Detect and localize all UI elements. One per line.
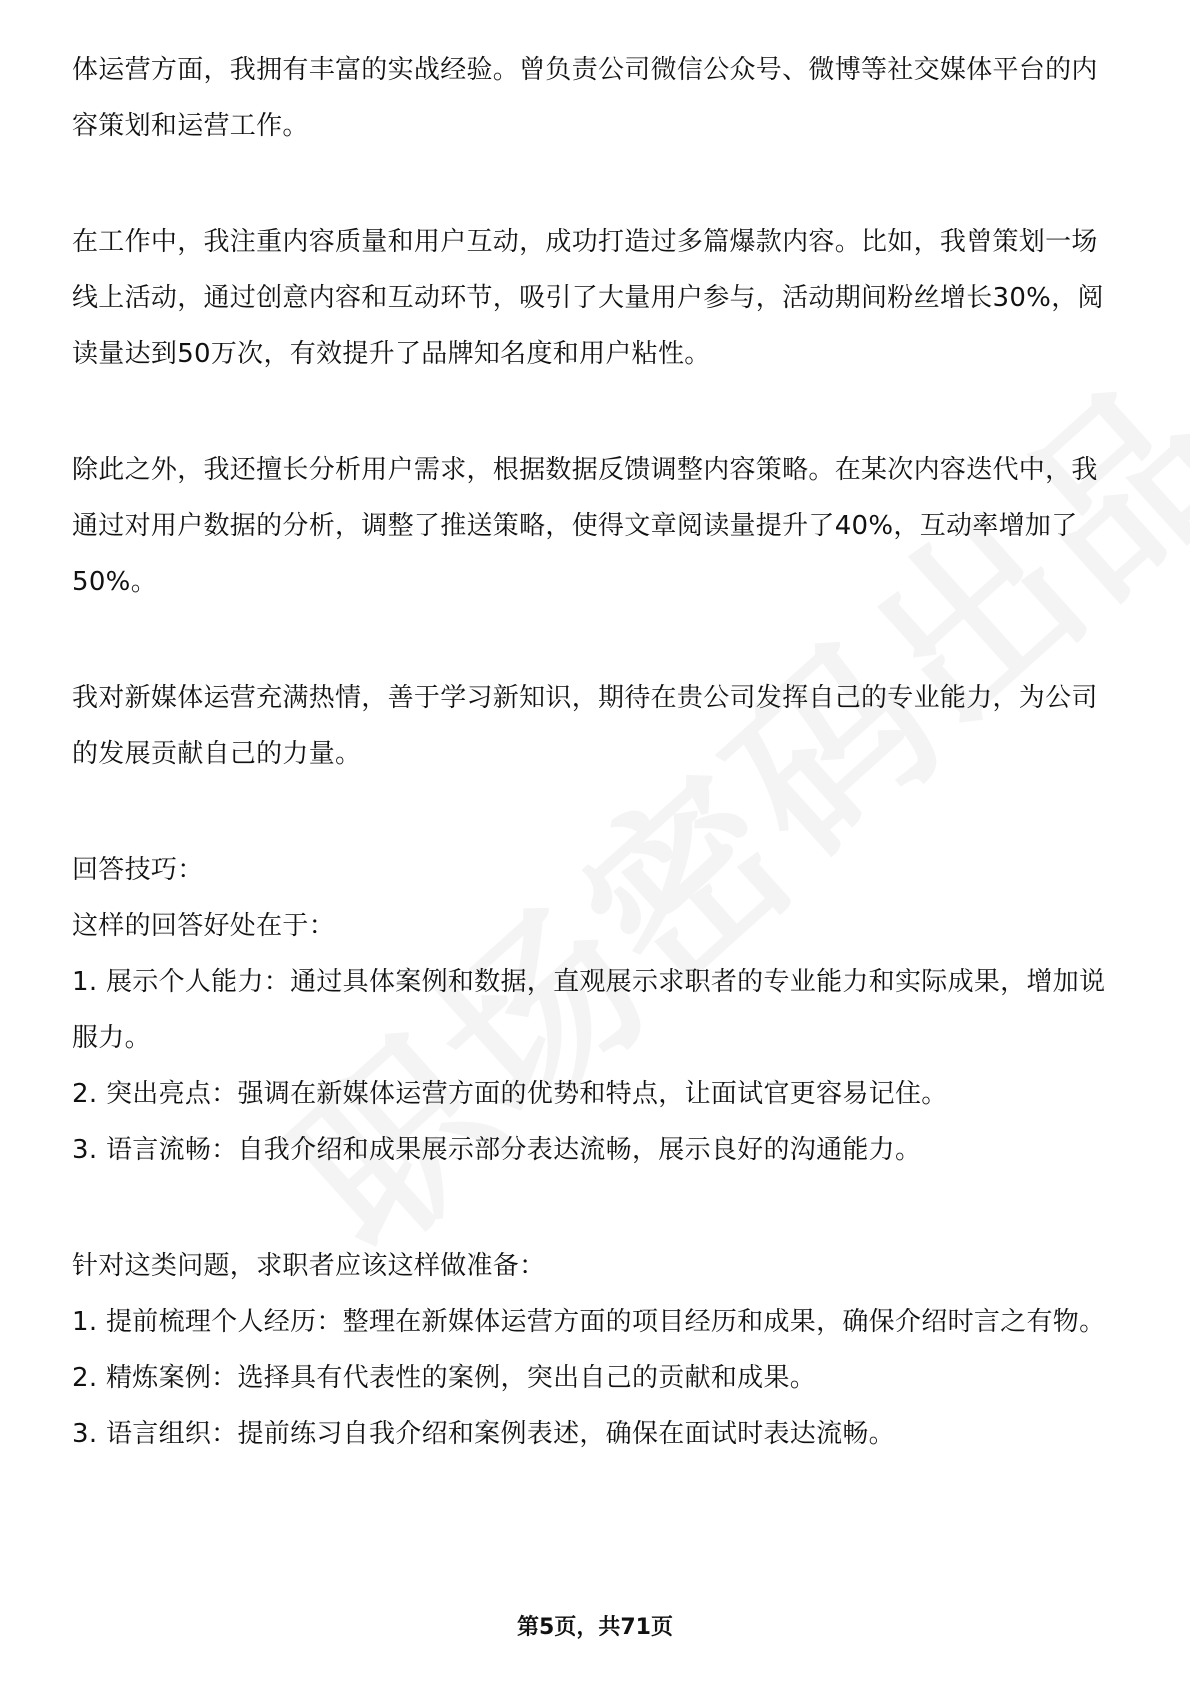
tips-item: 3. 语言流畅：自我介绍和成果展示部分表达流畅，展示良好的沟通能力。	[72, 1135, 922, 1165]
page-number: 第5页，共71页	[517, 1615, 673, 1640]
paragraph-passion: 我对新媒体运营充满热情，善于学习新知识，期待在贵公司发挥自己的专业能力，为公司的发展贡献自己的力量。	[72, 683, 1098, 769]
prep-item: 3. 语言组织：提前练习自我介绍和案例表述，确保在面试时表达流畅。	[72, 1419, 895, 1449]
paragraph-data-analysis: 除此之外，我还擅长分析用户需求，根据数据反馈调整内容策略。在某次内容迭代中，我通过对用户数据的分析，调整了推送策略，使得文章阅读量提升了40%，互动率增加了50%。	[72, 455, 1098, 597]
paragraph-experience: 体运营方面，我拥有丰富的实战经验。曾负责公司微信公众号、微博等社交媒体平台的内容策划和运营工作。	[72, 55, 1098, 141]
prep-item: 2. 精炼案例：选择具有代表性的案例，突出自己的贡献和成果。	[72, 1363, 817, 1393]
prep-intro: 针对这类问题，求职者应该这样做准备：	[72, 1251, 546, 1281]
tips-intro: 这样的回答好处在于：	[72, 911, 336, 941]
tips-item: 1. 展示个人能力：通过具体案例和数据，直观展示求职者的专业能力和实际成果，增加说服力。	[72, 967, 1106, 1053]
document-body	[72, 42, 1122, 1462]
tips-heading: 回答技巧：	[72, 855, 204, 885]
prep-item: 1. 提前梳理个人经历：整理在新媒体运营方面的项目经历和成果，确保介绍时言之有物。	[72, 1307, 1106, 1337]
tips-item: 2. 突出亮点：强调在新媒体运营方面的优势和特点，让面试官更容易记住。	[72, 1079, 948, 1109]
paragraph-content-quality: 在工作中，我注重内容质量和用户互动，成功打造过多篇爆款内容。比如，我曾策划一场线上活动，通过创意内容和互动环节，吸引了大量用户参与，活动期间粉丝增长30%，阅读量达到50万次，有效提升了品牌知名度和用户粘性。	[72, 227, 1104, 369]
